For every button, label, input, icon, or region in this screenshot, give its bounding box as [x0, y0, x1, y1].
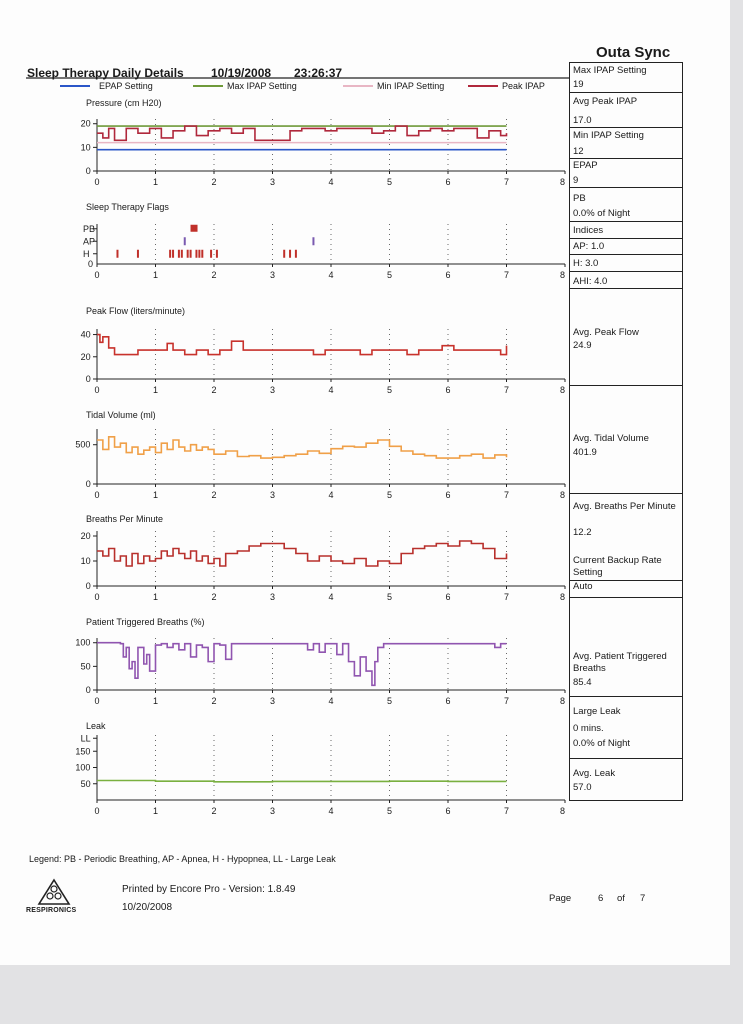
x-tick-label-3-2: 2: [211, 385, 217, 395]
h-flag-10: [201, 250, 203, 258]
h-flag-0: [116, 250, 118, 258]
y-tick-label-3-2: 40: [80, 329, 91, 340]
series-7-leak: [97, 781, 507, 782]
series-1-peak-ipap: [97, 126, 507, 140]
avg-bpm-label: Avg. Breaths Per Minute: [573, 501, 676, 512]
max-ipap-value: 19: [573, 79, 584, 90]
chart-title-1: Pressure (cm H20): [86, 98, 162, 108]
h-flag-6: [187, 250, 189, 258]
x-tick-label-3-1: 1: [153, 385, 159, 395]
series-4-tidal-volume: [97, 437, 507, 458]
page-total: 7: [640, 893, 646, 904]
footer-legend: Legend: PB - Periodic Breathing, AP - Apnea, H - Hypopnea, LL - Large Leak: [29, 854, 336, 864]
y-tick-label-4-1: 500: [75, 439, 91, 450]
min-ipap-value: 12: [573, 146, 584, 157]
ap-flag-1: [312, 237, 314, 245]
x-tick-label-3-0: 0: [94, 385, 100, 395]
h-flag-13: [283, 250, 285, 258]
indices-label: Indices: [573, 225, 604, 236]
y-tick-label-6-1: 50: [80, 661, 91, 672]
x-tick-label-7-6: 6: [445, 806, 451, 816]
x-tick-label-6-2: 2: [211, 696, 217, 706]
legend-label-3: Min IPAP Setting: [377, 81, 445, 91]
y-tick-label-4-0: 0: [85, 479, 91, 489]
x-tick-label-5-5: 5: [387, 592, 393, 602]
x-tick-label-1-7: 7: [504, 177, 510, 187]
y-tick-label-6-2: 100: [75, 637, 91, 648]
pb-flag-0: [191, 225, 198, 232]
x-tick-label-4-0: 0: [94, 490, 100, 500]
legend-label-2: Max IPAP Setting: [227, 81, 297, 91]
y-tick-label-5-0: 0: [85, 581, 91, 591]
h-flag-7: [190, 250, 192, 258]
ahi-index: AHI: 4.0: [573, 276, 608, 287]
avg-tidal-label: Avg. Tidal Volume: [573, 433, 649, 444]
x-tick-label-5-0: 0: [94, 592, 100, 602]
y-tick-label-7-1: 100: [75, 762, 91, 773]
printed-by: Printed by Encore Pro - Version: 1.8.49: [122, 884, 296, 895]
x-tick-label-6-5: 5: [387, 696, 393, 706]
x-tick-label-6-7: 7: [504, 696, 510, 706]
epap-value: 9: [573, 175, 579, 186]
x-tick-label-7-1: 1: [153, 806, 159, 816]
h-flag-8: [195, 250, 197, 258]
backup-rate-value: Auto: [573, 581, 593, 592]
x-tick-label-5-7: 7: [504, 592, 510, 602]
x-tick-label-7-3: 3: [270, 806, 276, 816]
h-index: H: 3.0: [573, 258, 599, 269]
x-tick-label-5-8: 8: [560, 592, 566, 602]
h-flag-9: [198, 250, 200, 258]
avg-triggered-label: Avg. Patient Triggered Breaths: [573, 651, 667, 674]
series-6-patient-triggered-breaths: [97, 643, 507, 686]
x-tick-label-6-4: 4: [328, 696, 334, 706]
h-flag-12: [216, 250, 218, 258]
respironics-brand: RESPIRONICS: [26, 907, 77, 914]
legend-label-1: EPAP Setting: [99, 81, 153, 91]
min-ipap-label: Min IPAP Setting: [573, 130, 644, 141]
corner-title: Outa Sync: [596, 44, 671, 61]
chart-title-2: Sleep Therapy Flags: [86, 202, 169, 212]
y-tick-label-1-2: 20: [80, 118, 91, 129]
series-5-breaths-per-minute: [97, 541, 507, 566]
avg-peak-ipap-label: Avg Peak IPAP: [573, 96, 638, 107]
x-tick-label-5-6: 6: [445, 592, 451, 602]
flag-row-label-pb: PB: [83, 223, 96, 234]
x-tick-label-5-1: 1: [153, 592, 159, 602]
x-tick-label-1-0: 0: [94, 177, 100, 187]
flag-row-label-ap: AP: [83, 236, 96, 247]
x-tick-label-4-3: 3: [270, 490, 276, 500]
flag-row-label-h: H: [83, 248, 90, 259]
avg-bpm-value: 12.2: [573, 527, 592, 538]
x-tick-label-3-3: 3: [270, 385, 276, 395]
chart-title-5: Breaths Per Minute: [86, 514, 164, 524]
backup-rate-label: Current Backup Rate Setting: [573, 555, 662, 578]
x-tick-label-1-4: 4: [328, 177, 334, 187]
avg-tidal-value: 401.9: [573, 447, 597, 458]
x-tick-label-1-5: 5: [387, 177, 393, 187]
x-tick-label-7-5: 5: [387, 806, 393, 816]
x-tick-label-4-2: 2: [211, 490, 217, 500]
h-flag-1: [137, 250, 139, 258]
series-3-peak-flow: [97, 335, 507, 355]
report-title: Sleep Therapy Daily Details: [27, 66, 184, 80]
x-tick-label-6-8: 8: [560, 696, 566, 706]
pb-value: 0.0% of Night: [573, 208, 631, 219]
printed-date: 10/20/2008: [122, 902, 173, 913]
x-tick-label-2-5: 5: [387, 270, 393, 280]
y-tick-label-5-1: 10: [80, 556, 91, 566]
x-tick-label-6-0: 0: [94, 696, 100, 706]
large-leak-mins: 0 mins.: [573, 723, 604, 734]
x-tick-label-3-8: 8: [560, 385, 566, 395]
page-label: Page: [549, 893, 572, 904]
x-tick-label-1-1: 1: [153, 177, 159, 187]
x-tick-label-7-2: 2: [211, 806, 217, 816]
x-tick-label-6-3: 3: [270, 696, 276, 706]
x-tick-label-2-8: 8: [560, 270, 566, 280]
x-tick-label-2-3: 3: [270, 270, 276, 280]
x-tick-label-7-8: 8: [560, 806, 566, 816]
x-tick-label-5-4: 4: [328, 592, 334, 602]
avg-leak-label: Avg. Leak: [573, 768, 616, 779]
stats-column: [569, 62, 683, 801]
y-tick-label-7-0: 50: [80, 778, 91, 789]
h-flag-3: [172, 250, 174, 258]
page-of: of: [617, 893, 625, 904]
x-tick-label-3-5: 5: [387, 385, 393, 395]
report-date: 10/19/2008: [211, 66, 272, 80]
x-tick-label-7-4: 4: [328, 806, 334, 816]
ap-index: AP: 1.0: [573, 241, 605, 252]
chart-title-7: Leak: [86, 721, 106, 731]
y-tick-label-3-1: 20: [80, 351, 91, 362]
ap-flag-0: [184, 237, 186, 245]
h-flag-15: [295, 250, 297, 258]
max-ipap-label: Max IPAP Setting: [573, 65, 647, 76]
page-number: 6: [598, 893, 604, 904]
avg-triggered-value: 85.4: [573, 677, 592, 688]
x-tick-label-1-3: 3: [270, 177, 276, 187]
avg-peak-flow-label: Avg. Peak Flow: [573, 327, 639, 338]
x-tick-label-7-7: 7: [504, 806, 510, 816]
x-tick-label-6-1: 1: [153, 696, 159, 706]
x-tick-label-4-8: 8: [560, 490, 566, 500]
pb-label: PB: [573, 193, 586, 204]
y-tick-label-1-0: 0: [85, 166, 91, 176]
y-tick-label-7-3: LL: [80, 733, 91, 744]
avg-leak-value: 57.0: [573, 782, 592, 793]
x-tick-label-2-6: 6: [445, 270, 451, 280]
x-tick-label-4-7: 7: [504, 490, 510, 500]
y-tick-label-7-2: 150: [75, 746, 91, 757]
x-tick-label-2-7: 7: [504, 270, 510, 280]
epap-label: EPAP: [573, 160, 598, 171]
x-tick-label-2-1: 1: [153, 270, 159, 280]
y-tick-label-1-1: 10: [80, 142, 91, 153]
chart-title-6: Patient Triggered Breaths (%): [86, 617, 205, 627]
x-tick-label-3-6: 6: [445, 385, 451, 395]
x-tick-label-4-5: 5: [387, 490, 393, 500]
x-tick-label-3-4: 4: [328, 385, 334, 395]
x-tick-label-1-2: 2: [211, 177, 217, 187]
h-flag-4: [178, 250, 180, 258]
x-tick-label-4-6: 6: [445, 490, 451, 500]
y-tick-label-5-2: 20: [80, 531, 91, 541]
y-tick-label-2-0: 0: [88, 259, 94, 269]
x-tick-label-4-1: 1: [153, 490, 159, 500]
x-tick-label-4-4: 4: [328, 490, 334, 500]
h-flag-14: [289, 250, 291, 258]
chart-title-3: Peak Flow (liters/minute): [86, 306, 186, 316]
legend-label-4: Peak IPAP: [502, 81, 545, 91]
x-tick-label-3-7: 7: [504, 385, 510, 395]
x-tick-label-2-4: 4: [328, 270, 334, 280]
x-tick-label-5-2: 2: [211, 592, 217, 602]
avg-peak-flow-value: 24.9: [573, 340, 592, 351]
large-leak-pct: 0.0% of Night: [573, 738, 631, 749]
x-tick-label-2-2: 2: [211, 270, 217, 280]
avg-peak-ipap-value: 17.0: [573, 115, 592, 126]
h-flag-5: [181, 250, 183, 258]
report-time: 23:26:37: [294, 66, 343, 80]
x-tick-label-5-3: 3: [270, 592, 276, 602]
h-flag-2: [169, 250, 171, 258]
x-tick-label-7-0: 0: [94, 806, 100, 816]
y-tick-label-3-0: 0: [85, 374, 91, 384]
y-tick-label-6-0: 0: [85, 685, 91, 695]
x-tick-label-1-6: 6: [445, 177, 451, 187]
x-tick-label-2-0: 0: [94, 270, 100, 280]
x-tick-label-1-8: 8: [560, 177, 566, 187]
large-leak-label: Large Leak: [573, 706, 621, 717]
h-flag-11: [210, 250, 212, 258]
respironics-logo-icon: [36, 878, 72, 906]
chart-title-4: Tidal Volume (ml): [86, 410, 156, 420]
x-tick-label-6-6: 6: [445, 696, 451, 706]
